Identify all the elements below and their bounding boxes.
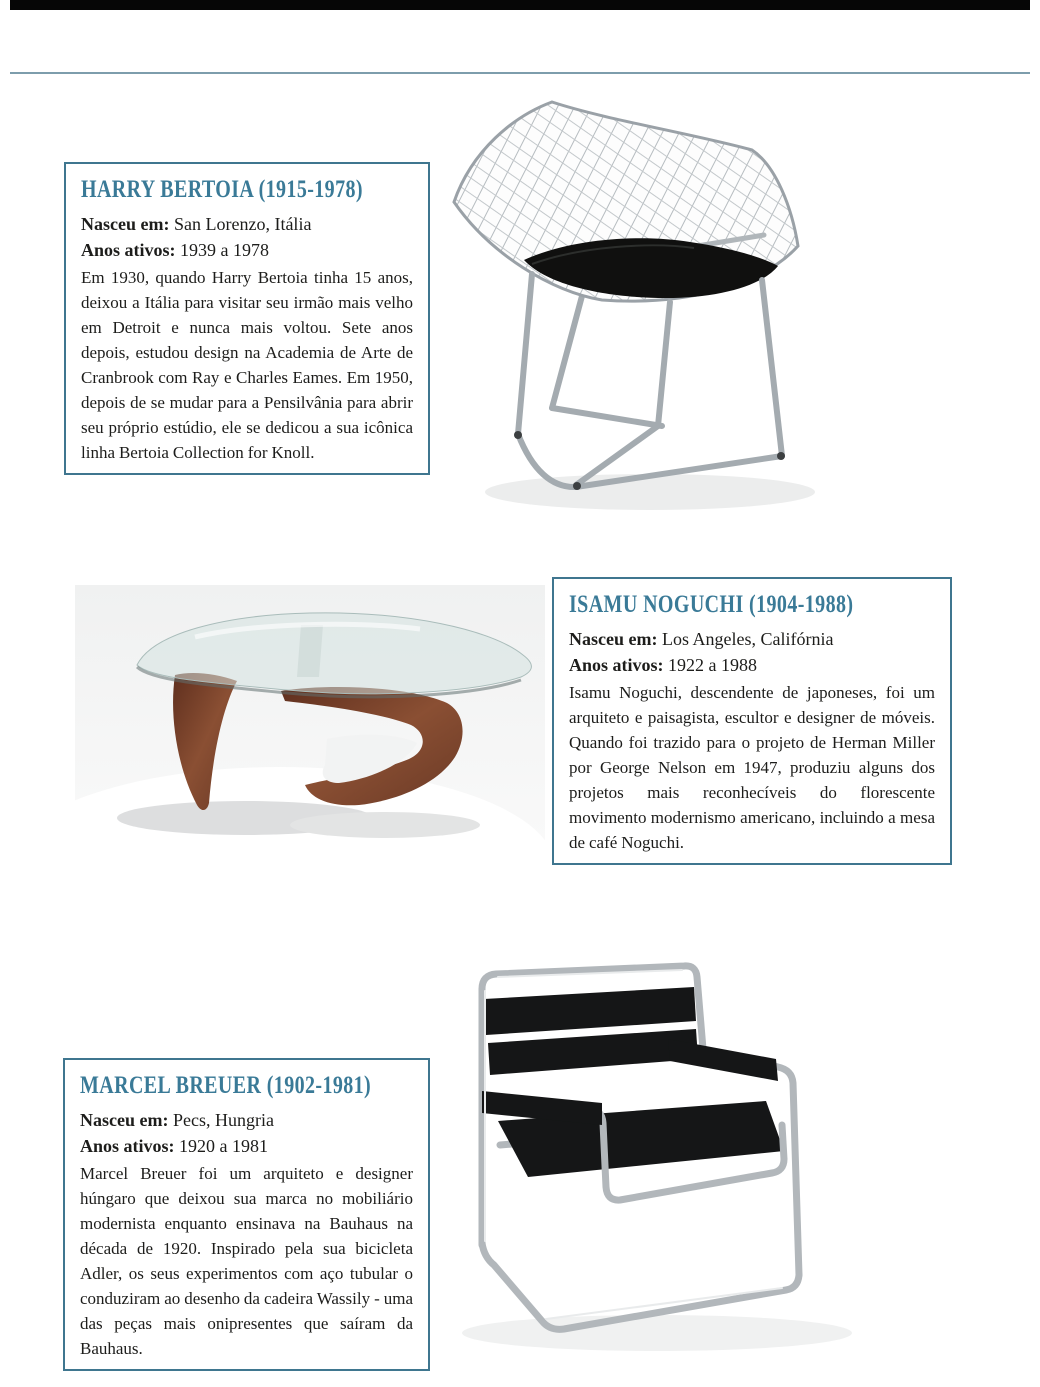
wassily-chair-illustration bbox=[442, 945, 874, 1360]
header-rule bbox=[10, 72, 1030, 74]
born-value: San Lorenzo, Itália bbox=[173, 214, 312, 234]
active-value: 1920 a 1981 bbox=[179, 1136, 269, 1156]
card-heading bbox=[569, 591, 935, 619]
born-line bbox=[569, 626, 935, 652]
wassily-chair-photo bbox=[442, 945, 874, 1360]
active-label: Anos ativos: bbox=[80, 1136, 175, 1156]
active-line bbox=[81, 237, 413, 263]
card-isamu-noguchi bbox=[552, 577, 952, 865]
born-line bbox=[81, 211, 413, 237]
active-label: Anos ativos: bbox=[81, 240, 176, 260]
active-line bbox=[80, 1133, 413, 1159]
born-label: Nasceu em: bbox=[80, 1110, 169, 1130]
born-value: Los Angeles, Califórnia bbox=[661, 629, 834, 649]
bio-text: Isamu Noguchi, descendente de japoneses, foi um arquiteto e paisagista, escultor e designer de móveis. Quando foi trazido para o projeto de Herman Miller por George Nelson em 1947, produziu alguns dos projetos mais reconhecíveis do florescente movimento modernismo americano, incluindo a mesa de café Noguchi. bbox=[569, 683, 935, 852]
born-label: Nasceu em: bbox=[81, 214, 170, 234]
noguchi-coffee-table-photo bbox=[75, 585, 545, 870]
card-heading bbox=[80, 1072, 413, 1100]
noguchi-coffee-table-illustration bbox=[75, 585, 545, 870]
bio-text: Em 1930, quando Harry Bertoia tinha 15 anos, deixou a Itália para visitar seu irmão mais velho em Detroit e nunca mais voltou. Sete anos depois, estudou design na Academia de Arte de Cranbrook com Ray e Charles Eames. Em 1950, depois de se mudar para a Pensilvânia para abrir seu próprio estúdio, ele se dedicou a sua icônica linha Bertoia Collection for Knoll. bbox=[81, 268, 413, 462]
active-value: 1939 a 1978 bbox=[180, 240, 270, 260]
top-black-bar bbox=[10, 0, 1030, 10]
bio-text: Marcel Breuer foi um arquiteto e designer húngaro que deixou sua marca no mobiliário modernista enquanto ensinava na Bauhaus na década de 1920. Inspirado pela sua bicicleta Adler, os seus experimentos com aço tubular o conduziram ao desenho da cadeira Wassily - uma das peças mais onipresentes que saíram da Bauhaus. bbox=[80, 1164, 413, 1358]
card-harry-bertoia bbox=[64, 162, 430, 475]
bertoia-diamond-chair-photo bbox=[432, 88, 870, 553]
born-value: Pecs, Hungria bbox=[172, 1110, 274, 1130]
born-line bbox=[80, 1107, 413, 1133]
active-label: Anos ativos: bbox=[569, 655, 664, 675]
card-marcel-breuer bbox=[63, 1058, 430, 1371]
card-heading bbox=[81, 176, 413, 204]
card-heading-text: ISAMU NOGUCHI (1904-1988) bbox=[569, 591, 854, 618]
card-heading-text: MARCEL BREUER (1902-1981) bbox=[80, 1072, 372, 1099]
active-line bbox=[569, 652, 935, 678]
born-label: Nasceu em: bbox=[569, 629, 658, 649]
card-heading-text: HARRY BERTOIA (1915-1978) bbox=[81, 176, 363, 203]
active-value: 1922 a 1988 bbox=[668, 655, 758, 675]
bertoia-diamond-chair-illustration bbox=[432, 88, 870, 553]
